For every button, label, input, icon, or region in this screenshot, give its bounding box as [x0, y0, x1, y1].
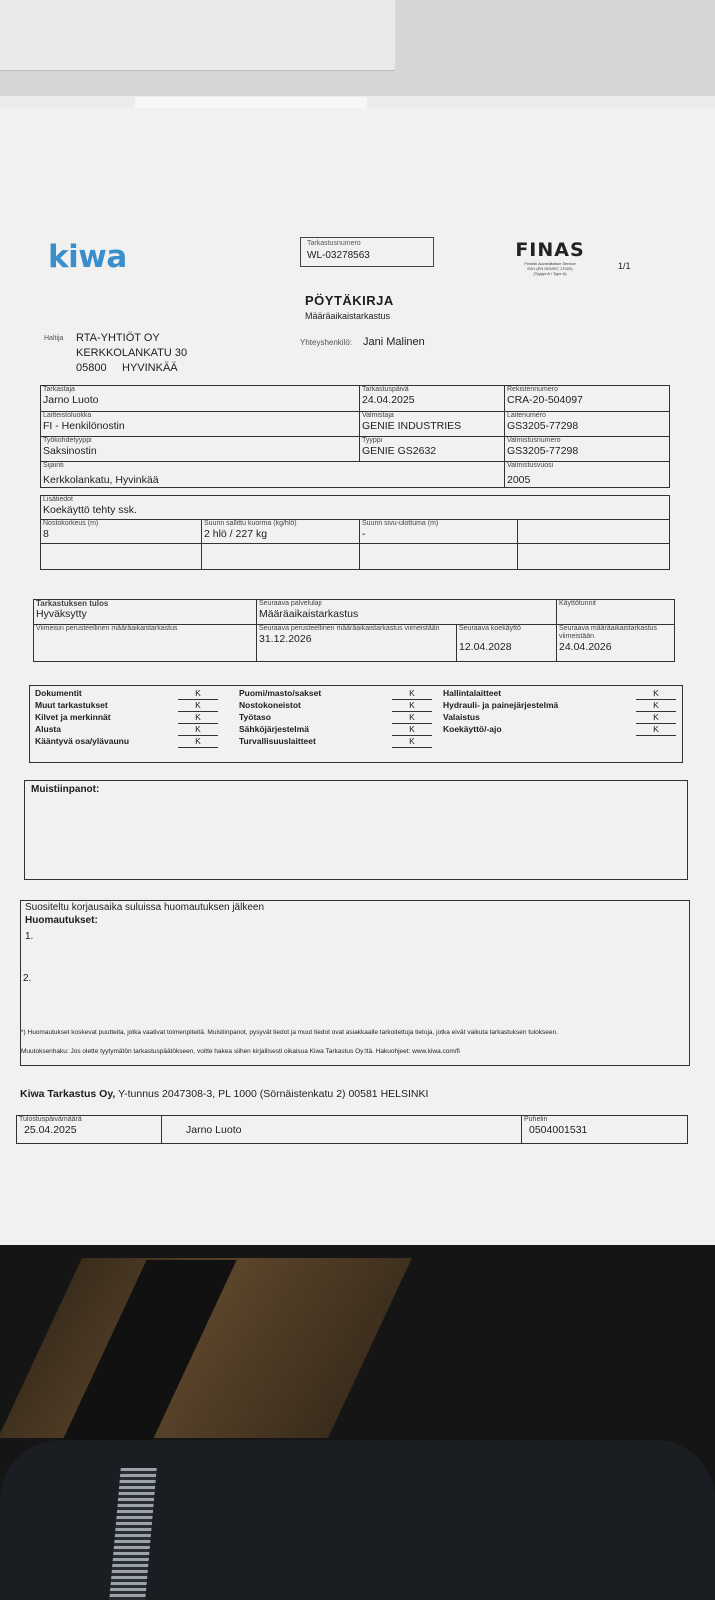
load-value: 2 hlö / 227 kg	[204, 528, 268, 540]
check-mark: K	[392, 700, 432, 712]
check-mark: K	[178, 724, 218, 736]
load-label: Suurin sallittu kuorma (kg/hlö)	[204, 520, 297, 527]
location-cell	[41, 462, 505, 488]
check-mark: K	[392, 688, 432, 700]
device-details-table	[40, 385, 670, 488]
notes-label: Muistiinpanot:	[31, 784, 100, 795]
hours-cell	[557, 600, 675, 625]
empty-cell-3	[202, 544, 360, 570]
maker-cell	[360, 412, 505, 437]
print-date-value: 25.04.2025	[24, 1124, 77, 1136]
reach-value: -	[362, 528, 366, 540]
info-value: Koekäyttö tehty ssk.	[43, 504, 137, 516]
check-mark: K	[178, 688, 218, 700]
check-label: Sähköjärjestelmä	[239, 724, 309, 734]
location-value: Kerkkolankatu, Hyvinkää	[43, 474, 159, 486]
empty-cell-5	[518, 544, 670, 570]
class-label: Laitteistoluokka	[43, 412, 92, 419]
company-details: Y-tunnus 2047308-3, PL 1000 (Sörnäistenkatu 2) 00581 HELSINKI	[118, 1088, 429, 1100]
owner-postal: 05800	[76, 362, 107, 374]
year-label: Valmistusvuosi	[507, 462, 554, 469]
print-date-label: Tulostuspäivämäärä	[19, 1116, 82, 1123]
check-mark: K	[178, 736, 218, 748]
serial-cell	[505, 437, 670, 462]
next-basic-cell	[257, 625, 457, 662]
next-periodic-value: 24.04.2026	[559, 641, 612, 653]
inspector-label: Tarkastaja	[43, 386, 75, 393]
check-label: Dokumentit	[35, 688, 82, 699]
jacket-sleeve	[0, 1440, 715, 1600]
last-basic-cell	[34, 625, 257, 662]
result-cell	[34, 600, 257, 625]
reach-label: Suurin sivu-ulottuma (m)	[362, 520, 439, 527]
check-label: Kääntyvä osa/ylävaunu	[35, 736, 130, 746]
date-cell	[360, 386, 505, 412]
finas-sub-2: I001 (EN ISO/IEC 17020)	[527, 266, 573, 271]
checks-col-3	[440, 688, 676, 736]
model-cell	[360, 437, 505, 462]
reg-cell	[505, 386, 670, 412]
remark-1: 1.	[25, 931, 34, 942]
serial-label: Valmistusnumero	[507, 437, 561, 444]
result-label: Tarkastuksen tulos	[36, 599, 109, 608]
inspector-cell	[41, 386, 360, 412]
check-label: Koekäyttö/-ajo	[443, 724, 502, 734]
appeal-note: Muutoksenhaku: Jos olette tyytymätön tarkastuspäätökseen, voitte hakea siihen kirjallisesti oikaisua Kiwa Tarkastus Oy:ltä. Hakuohjeet: www.kiwa.com/fi	[21, 1048, 460, 1055]
check-label: Kilvet ja merkinnät	[35, 712, 111, 722]
next-test-cell	[457, 625, 557, 662]
page-number: 1/1	[618, 261, 631, 271]
remarks-footnote: *) Huomautukset koskevat puutteita, jotka vaativat toimenpiteitä. Muistiinpanot, pysyvät tiedot ja muut tiedot ovat asiakkaalle tarkoitettuja tietoja, jotka eivät vaikuta tarkastuksen tulokseen.	[21, 1029, 558, 1036]
next-type-label: Seuraava palvelulaji	[259, 600, 322, 607]
reg-label: Rekisterinumero	[507, 386, 558, 393]
empty-cell-2	[41, 544, 202, 570]
print-date-cell	[17, 1116, 162, 1144]
inspection-report	[20, 225, 710, 1230]
maker-label: Valmistaja	[362, 412, 394, 419]
height-cell	[41, 520, 202, 544]
signer-name: Jarno Luoto	[186, 1124, 242, 1136]
next-periodic-label: Seuraava määräaikaistarkastus viimeistään	[559, 625, 658, 640]
info-cell	[41, 496, 670, 520]
phone-value: 0504001531	[529, 1124, 588, 1136]
empty-cell-4	[360, 544, 518, 570]
info-label: Lisätiedot	[43, 496, 73, 503]
checks-col-2	[236, 688, 432, 748]
type-cell	[41, 437, 360, 462]
next-type-cell	[257, 600, 557, 625]
company-name: Kiwa Tarkastus Oy,	[20, 1088, 116, 1100]
check-mark: K	[636, 712, 676, 724]
next-test-label: Seuraava koekäyttö	[459, 625, 521, 632]
model-label: Tyyppi	[362, 437, 383, 444]
owner-name: RTA-YHTIÖT OY	[76, 332, 160, 344]
inspector-value: Jarno Luoto	[43, 394, 99, 406]
check-label: Muut tarkastukset	[35, 700, 108, 710]
serial-value: GS3205-77298	[507, 445, 579, 457]
empty-cell-1	[518, 520, 670, 544]
class-cell	[41, 412, 360, 437]
hours-label: Käyttötunnit	[559, 600, 596, 607]
checks-col-1	[32, 688, 218, 748]
device-no-label: Laitenumero	[507, 412, 546, 419]
check-mark: K	[636, 700, 676, 712]
kiwa-logo: kiwa	[48, 239, 127, 275]
class-value: FI - Henkilönostin	[43, 420, 125, 432]
next-periodic-cell	[557, 625, 675, 662]
location-label: Sijainti	[43, 462, 64, 469]
last-basic-label: Viimeisin perusteellinen määräaikaistarkastus	[36, 625, 178, 632]
check-label: Alusta	[35, 724, 61, 734]
height-value: 8	[43, 528, 49, 540]
remarks-box	[20, 900, 690, 1066]
additional-info-table	[40, 495, 670, 570]
check-label: Valaistus	[443, 712, 480, 722]
next-type-value: Määräaikaistarkastus	[259, 608, 359, 620]
check-label: Nostokoneistot	[239, 700, 301, 710]
maker-value: GENIE INDUSTRIES	[362, 420, 462, 432]
check-label: Hydrauli- ja painejärjestelmä	[443, 700, 559, 710]
remarks-intro: Suositeltu korjausaika suluissa huomautuksen jälkeen	[25, 902, 265, 913]
reg-value: CRA-20-504097	[507, 394, 583, 406]
finas-sub-1: Finnish Accreditation Service	[524, 261, 576, 266]
model-value: GENIE GS2632	[362, 445, 437, 457]
contact-label: Yhteyshenkilö:	[300, 338, 353, 347]
date-label: Tarkastuspäivä	[362, 386, 409, 393]
inspection-number-label: Tarkastusnumero	[307, 240, 361, 247]
check-label: Turvallisuuslaitteet	[239, 736, 316, 746]
check-mark: K	[392, 736, 432, 748]
remarks-label: Huomautukset:	[25, 915, 98, 926]
check-label: Työtaso	[239, 712, 271, 722]
check-label: Puomi/masto/sakset	[239, 688, 322, 699]
document-title: PÖYTÄKIRJA	[305, 293, 394, 308]
check-mark: K	[392, 724, 432, 736]
checks-box	[29, 685, 683, 763]
contact-name: Jani Malinen	[363, 336, 425, 348]
inspection-number-box	[300, 237, 434, 267]
inspection-result-table	[33, 599, 675, 662]
company-footer	[20, 1088, 428, 1100]
date-value: 24.04.2025	[362, 394, 415, 406]
check-mark: K	[636, 724, 676, 736]
inspection-number: WL-03278563	[307, 250, 370, 261]
height-label: Nostokorkeus (m)	[43, 520, 99, 527]
remark-2: 2.	[23, 973, 32, 984]
notes-box	[24, 780, 688, 880]
result-value: Hyväksytty	[36, 608, 87, 620]
finas-sub-3: (Tyyppi A / Type A)	[533, 271, 567, 276]
finas-logo	[510, 239, 590, 276]
check-mark: K	[178, 700, 218, 712]
signature-table	[16, 1115, 688, 1144]
owner-street: KERKKOLANKATU 30	[76, 347, 188, 359]
background-paper-sheet	[0, 0, 395, 71]
load-cell	[202, 520, 360, 544]
phone-cell	[522, 1116, 688, 1144]
reach-cell	[360, 520, 518, 544]
check-mark: K	[636, 688, 676, 700]
finas-logo-text: FINAS	[515, 239, 585, 261]
phone-label: Puhelin	[524, 1116, 548, 1123]
type-label: Työkohdetyyppi	[43, 437, 92, 444]
check-mark: K	[178, 712, 218, 724]
type-value: Saksinostin	[43, 445, 97, 457]
next-basic-value: 31.12.2026	[259, 633, 312, 645]
year-value: 2005	[507, 474, 531, 486]
check-mark: K	[392, 712, 432, 724]
document-subtitle: Määräaikaistarkastus	[305, 311, 391, 321]
next-test-value: 12.04.2028	[459, 641, 512, 653]
signer-cell	[162, 1116, 522, 1144]
owner-label: Haltija	[44, 335, 64, 342]
device-no-value: GS3205-77298	[507, 420, 579, 432]
next-basic-label: Seuraava perusteellinen määräaikaistarkastus viimeistään	[259, 625, 440, 632]
year-cell	[505, 462, 670, 488]
device-no-cell	[505, 412, 670, 437]
owner-city: HYVINKÄÄ	[122, 362, 178, 374]
check-label: Hallintalaitteet	[443, 688, 502, 699]
